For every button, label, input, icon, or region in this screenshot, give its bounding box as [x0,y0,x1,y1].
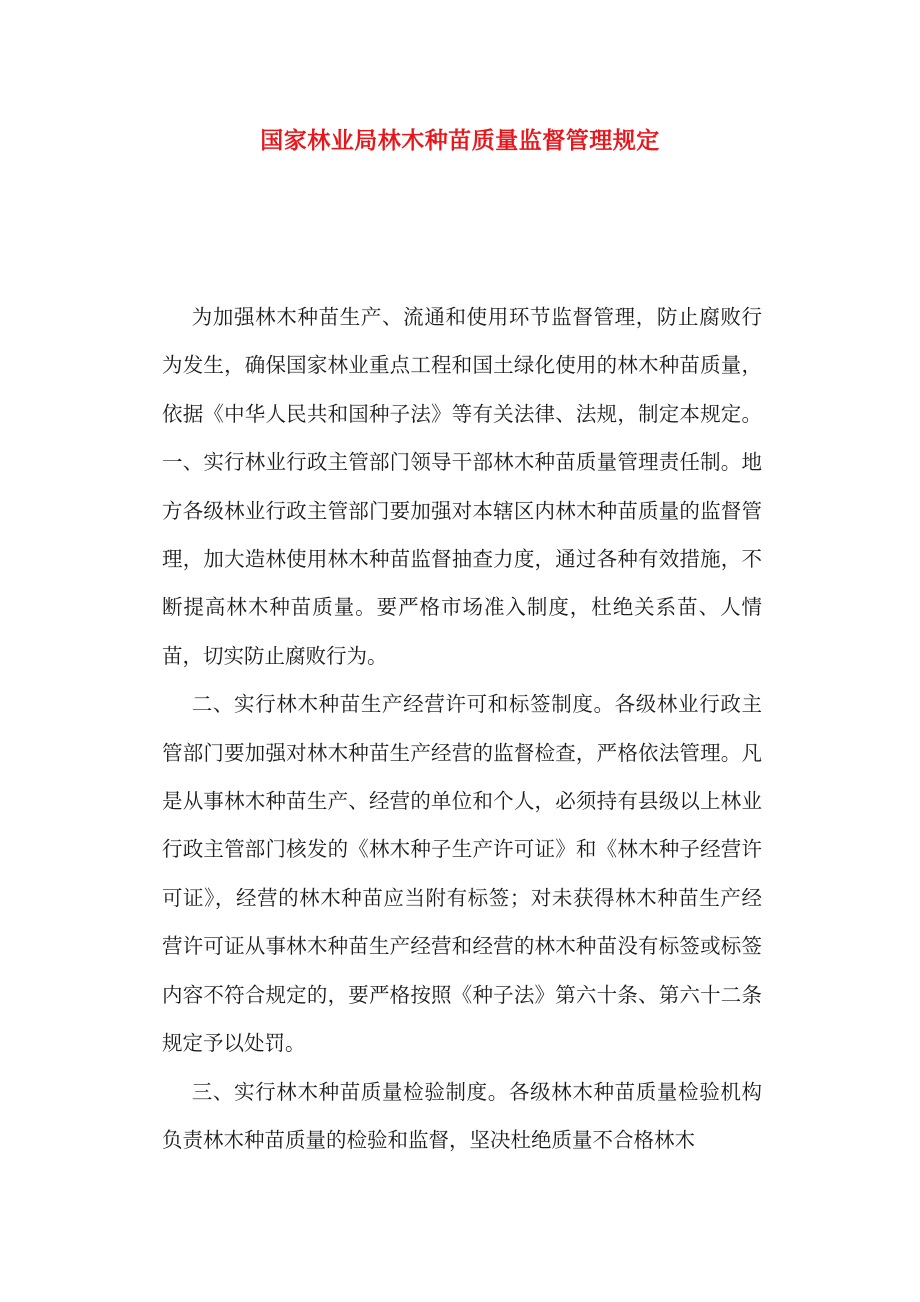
document-title: 国家林业局林木种苗质量监督管理规定 [260,127,660,154]
document-body [162,293,762,1164]
paragraph-section-3: 三、实行林木种苗质量检验制度。各级林木种苗质量检验机构负责林木种苗质量的检验和监督，坚决杜绝质量不合格林木 [162,1079,762,1152]
paragraph-section-2: 二、实行林木种苗生产经营许可和标签制度。各级林业行政主管部门要加强对林木种苗生产经营的监督检查，严格依法管理。凡是从事林木种苗生产、经营的单位和个人，必须持有县级以上林业行政主管部门核发的《林木种子生产许可证》和《林木种子经营许可证》，经营的林木种苗应当附有标签；对未获得林木种苗生产经营许可证从事林木种苗生产经营和经营的林木种苗没有标签或标签内容不符合规定的，要严格按照《种子法》第六十条、第六十二条规定予以处罚。 [162,692,762,1056]
paragraph-intro: 为加强林木种苗生产、流通和使用环节监督管理，防止腐败行为发生，确保国家林业重点工程和国土绿化使用的林木种苗质量，依据《中华人民共和国种子法》等有关法律、法规，制定本规定。 一、实行林业行政主管部门领导干部林木种苗质量管理责任制。地方各级林业行政主管部门要加强对本辖区内林木种苗质量的监督管理，加大造林使用林木种苗监督抽查力度，通过各种有效措施，不断提高林木种苗质量。要严格市场准入制度，杜绝关系苗、人情苗，切实防止腐败行为。 [162,305,762,668]
